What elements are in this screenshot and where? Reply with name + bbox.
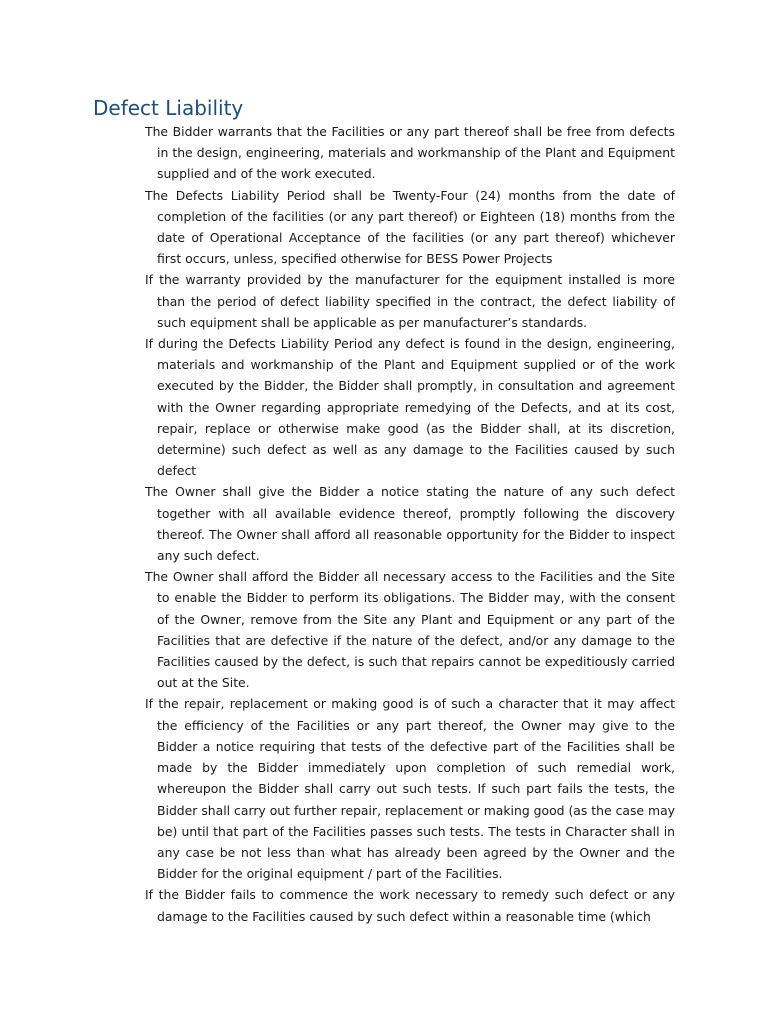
clause-paragraph-4: If during the Defects Liability Period any defect is found in the design, engineering, materials and workmanship of the Plant and Equipment supplied or of the work executed by the Bidder, the Bidder shall promptly, in consultation and agreement with the Owner regarding appropriate remedying of the Defects, and at its cost, repair, replace or otherwise make good (as the Bidder shall, at its discretion, determine) such defect as well as any damage to the Facilities caused by such defect	[145, 336, 675, 479]
clause-paragraph-3: If the warranty provided by the manufacturer for the equipment installed is more than the period of defect liability specified in the contract, the defect liability of such equipment shall be applicable as per manufacturer’s standards.	[145, 272, 675, 330]
clause-list	[145, 121, 675, 927]
clause-paragraph-6: The Owner shall afford the Bidder all necessary access to the Facilities and the Site to enable the Bidder to perform its obligations. The Bidder may, with the consent of the Owner, remove from the Site any Plant and Equipment or any part of the Facilities that are defective if the nature of the defect, and/or any damage to the Facilities caused by the defect, is such that repairs cannot be expeditiously carried out at the Site.	[145, 569, 675, 691]
clause-paragraph-2: The Defects Liability Period shall be Twenty-Four (24) months from the date of completion of the facilities (or any part thereof) or Eighteen (18) months from the date of Operational Acceptance of the facilities (or any part thereof) whichever first occurs, unless, specified otherwise for BESS Power Projects	[145, 187, 675, 267]
clause-paragraph-7: If the repair, replacement or making good is of such a character that it may affect the efficiency of the Facilities or any part thereof, the Owner may give to the Bidder a notice requiring that tests of the defective part of the Facilities shall be made by the Bidder immediately upon completion of such remedial work, whereupon the Bidder shall carry out such tests. If such part fails the tests, the Bidder shall carry out further repair, replacement or making good (as the case may be) until that part of the Facilities passes such tests. The tests in Character shall in any case be not less than what has already been agreed by the Owner and the Bidder for the original equipment / part of the Facilities.	[145, 696, 675, 882]
clause-paragraph-1: The Bidder warrants that the Facilities or any part thereof shall be free from defects in the design, engineering, materials and workmanship of the Plant and Equipment supplied and of the work executed.	[145, 124, 675, 182]
clause-paragraph-8: If the Bidder fails to commence the work necessary to remedy such defect or any damage to the Facilities caused by such defect within a reasonable time (which	[145, 887, 675, 924]
clause-paragraph-5: The Owner shall give the Bidder a notice stating the nature of any such defect together with all available evidence thereof, promptly following the discovery thereof. The Owner shall afford all reasonable opportunity for the Bidder to inspect any such defect.	[145, 484, 675, 564]
section-heading: Defect Liability	[93, 96, 244, 120]
